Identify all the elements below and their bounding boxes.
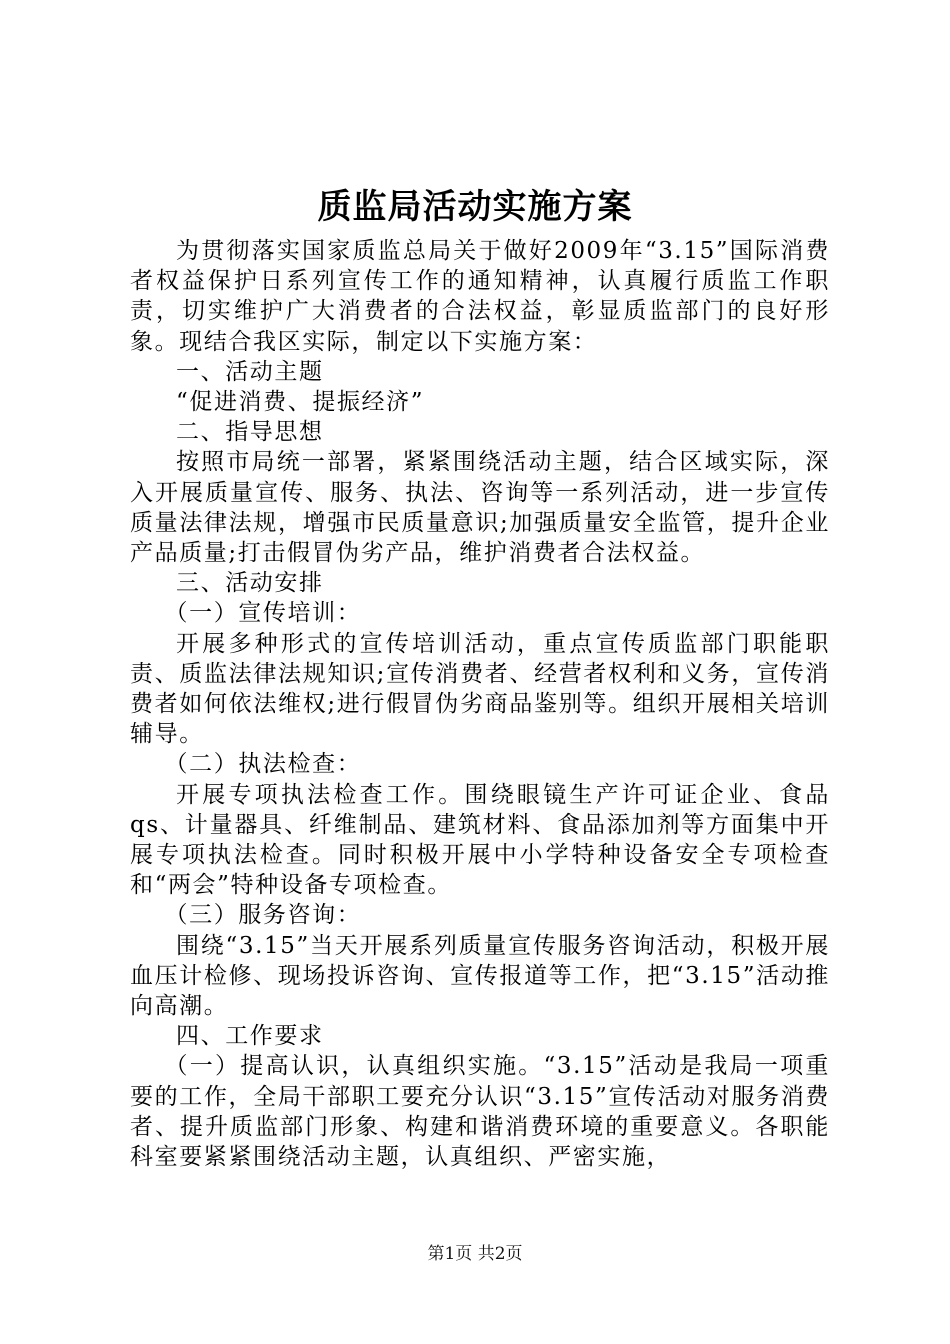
inspection-paragraph: 开展专项执法检查工作。围绕眼镜生产许可证企业、食品qs、计量器具、纤维制品、建筑材料、食品添加剂等方面集中开展专项执法检查。同时积极开展中小学特种设备安全专项检查和“两会”特种设备专项检查。 <box>130 781 830 899</box>
sub-heading-inspection: （二）执法检查： <box>164 751 362 778</box>
document-body <box>130 236 830 1172</box>
guiding-thought-paragraph: 按照市局统一部署，紧紧围绕活动主题，结合区域实际，深入开展质量宣传、服务、执法、咨询等一系列活动，进一步宣传质量法律法规，增强市民质量意识;加强质量安全监管，提升企业产品质量;打击假冒伪劣产品，维护消费者合法权益。 <box>130 449 830 567</box>
document-title: 质监局活动实施方案 <box>317 187 633 227</box>
section-heading-guiding-thought: 二、指导思想 <box>176 419 324 446</box>
sub-heading-training: （一）宣传培训： <box>164 600 362 627</box>
intro-paragraph: 为贯彻落实国家质监总局关于做好2009年“3.15”国际消费者权益保护日系列宣传工作的通知精神，认真履行质监工作职责，切实维护广大消费者的合法权益，彰显质监部门的良好形象。现结合我区实际，制定以下实施方案： <box>130 238 830 355</box>
requirement-paragraph: （一）提高认识，认真组织实施。“3.15”活动是我局一项重要的工作，全局干部职工要充分认识“3.15”宣传活动对服务消费者、提升质监部门形象、构建和谐消费环境的重要意义。各职能科室要紧紧围绕活动主题，认真组织、严密实施， <box>130 1053 830 1171</box>
section-heading-requirements: 四、工作要求 <box>176 1023 324 1050</box>
theme-slogan: “促进消费、提振经济” <box>176 389 425 416</box>
section-heading-arrangement: 三、活动安排 <box>176 570 324 597</box>
section-heading-theme: 一、活动主题 <box>176 358 324 385</box>
page-footer: 第1页 共2页 <box>427 1244 523 1264</box>
training-paragraph: 开展多种形式的宣传培训活动，重点宣传质监部门职能职责、质监法律法规知识;宣传消费者、经营者权利和义务，宣传消费者如何依法维权;进行假冒伪劣商品鉴别等。组织开展相关培训辅导。 <box>130 630 830 748</box>
sub-heading-consulting: （三）服务咨询： <box>164 902 362 929</box>
consulting-paragraph: 围绕“3.15”当天开展系列质量宣传服务咨询活动，积极开展血压计检修、现场投诉咨询、宣传报道等工作，把“3.15”活动推向高潮。 <box>130 932 830 1020</box>
